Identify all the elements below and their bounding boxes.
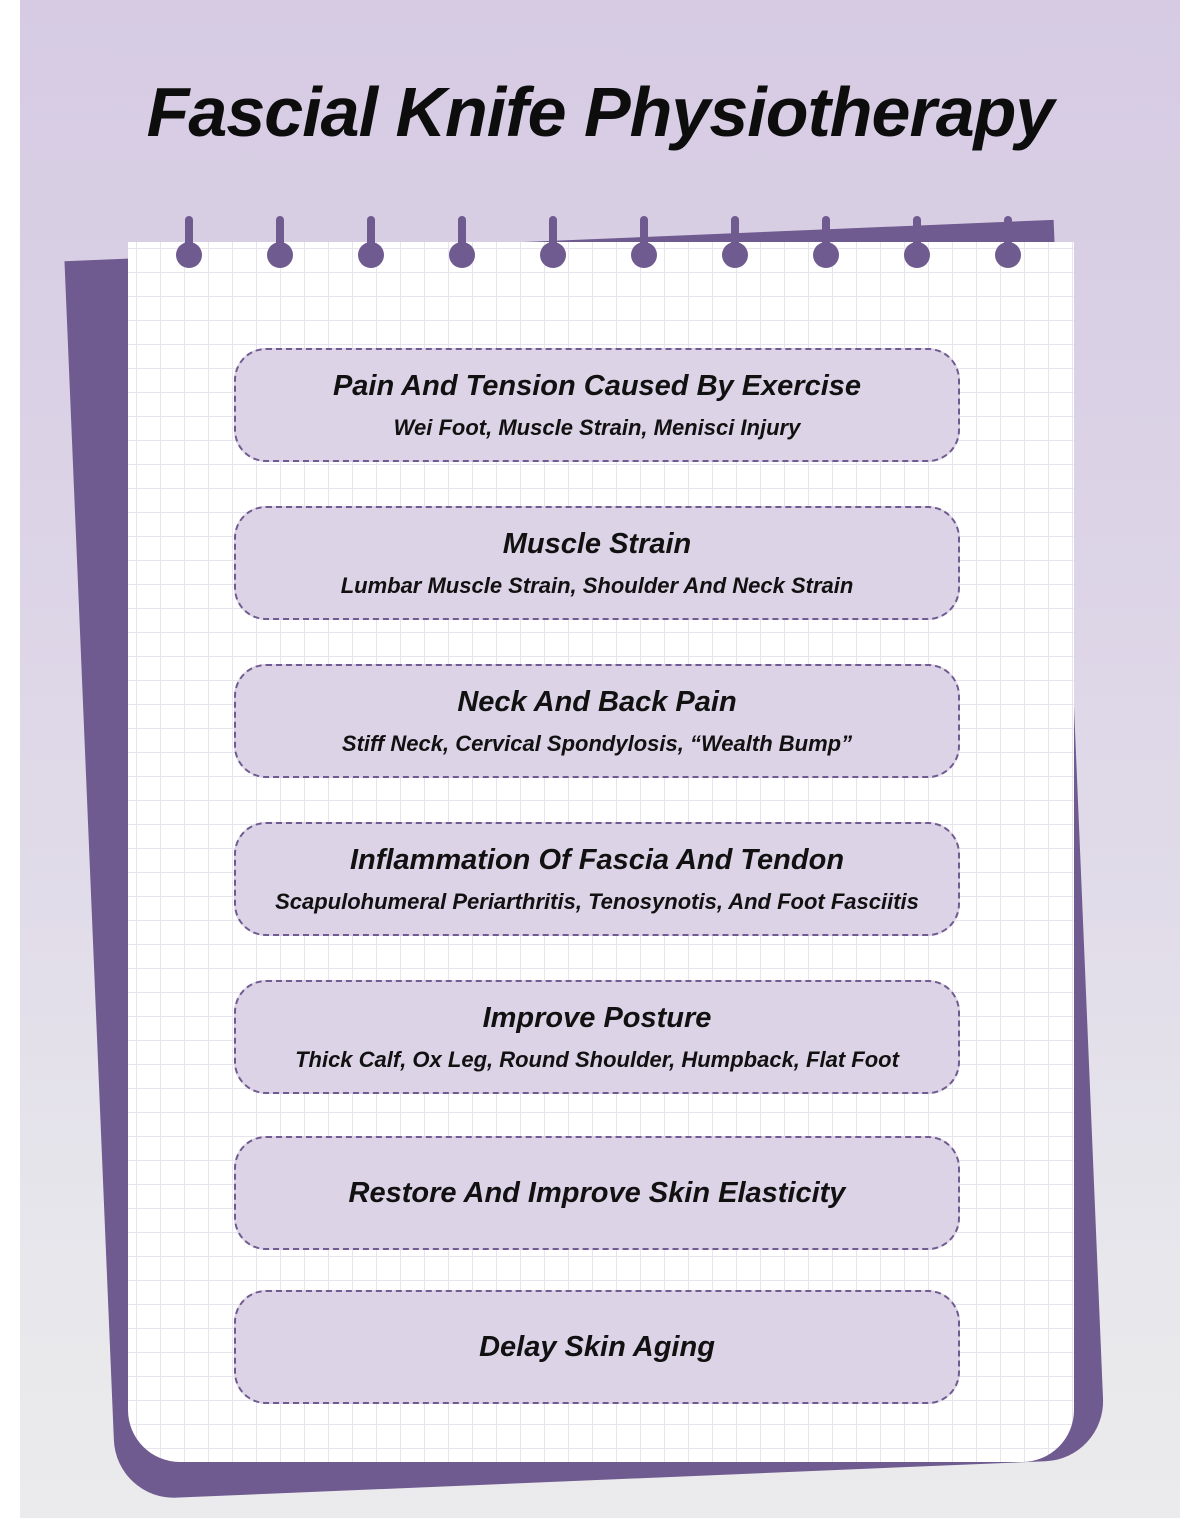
card-subtitle: Scapulohumeral Periarthritis, Tenosynotis, And Foot Fasciitis xyxy=(275,889,919,914)
notebook-ring-icon xyxy=(995,216,1021,272)
benefit-card-posture xyxy=(234,980,960,1094)
benefit-card-neck-back-pain xyxy=(234,664,960,778)
benefit-card-exercise-pain xyxy=(234,348,960,462)
card-title: Delay Skin Aging xyxy=(479,1331,715,1363)
card-title: Restore And Improve Skin Elasticity xyxy=(348,1177,846,1209)
notebook-ring-icon xyxy=(904,216,930,272)
card-subtitle: Wei Foot, Muscle Strain, Menisci Injury xyxy=(393,415,801,440)
benefit-card-skin-aging xyxy=(234,1290,960,1404)
notebook-ring-icon xyxy=(722,216,748,272)
notebook-ring-icon xyxy=(813,216,839,272)
notebook-ring-icon xyxy=(449,216,475,272)
benefit-card-fascia-tendon xyxy=(234,822,960,936)
card-title: Improve Posture xyxy=(482,1002,712,1034)
card-title: Pain And Tension Caused By Exercise xyxy=(332,370,862,402)
notebook-ring-icon xyxy=(176,216,202,272)
card-title: Inflammation Of Fascia And Tendon xyxy=(349,844,845,876)
notebook-ring-icon xyxy=(267,216,293,272)
benefit-card-skin-elasticity xyxy=(234,1136,960,1250)
notebook-ring-icon xyxy=(540,216,566,272)
page-title: Fascial Knife Physiotherapy xyxy=(146,73,1054,151)
notebook-page xyxy=(128,242,1074,1462)
benefit-card-muscle-strain xyxy=(234,506,960,620)
notebook-ring-icon xyxy=(631,216,657,272)
notebook-ring-icon xyxy=(358,216,384,272)
card-subtitle: Lumbar Muscle Strain, Shoulder And Neck Strain xyxy=(340,573,854,598)
card-title: Neck And Back Pain xyxy=(457,686,737,718)
card-subtitle: Stiff Neck, Cervical Spondylosis, “Wealth Bump” xyxy=(341,731,853,756)
card-subtitle: Thick Calf, Ox Leg, Round Shoulder, Humpback, Flat Foot xyxy=(295,1047,899,1072)
card-title: Muscle Strain xyxy=(502,528,692,560)
poster-background xyxy=(20,0,1180,1518)
